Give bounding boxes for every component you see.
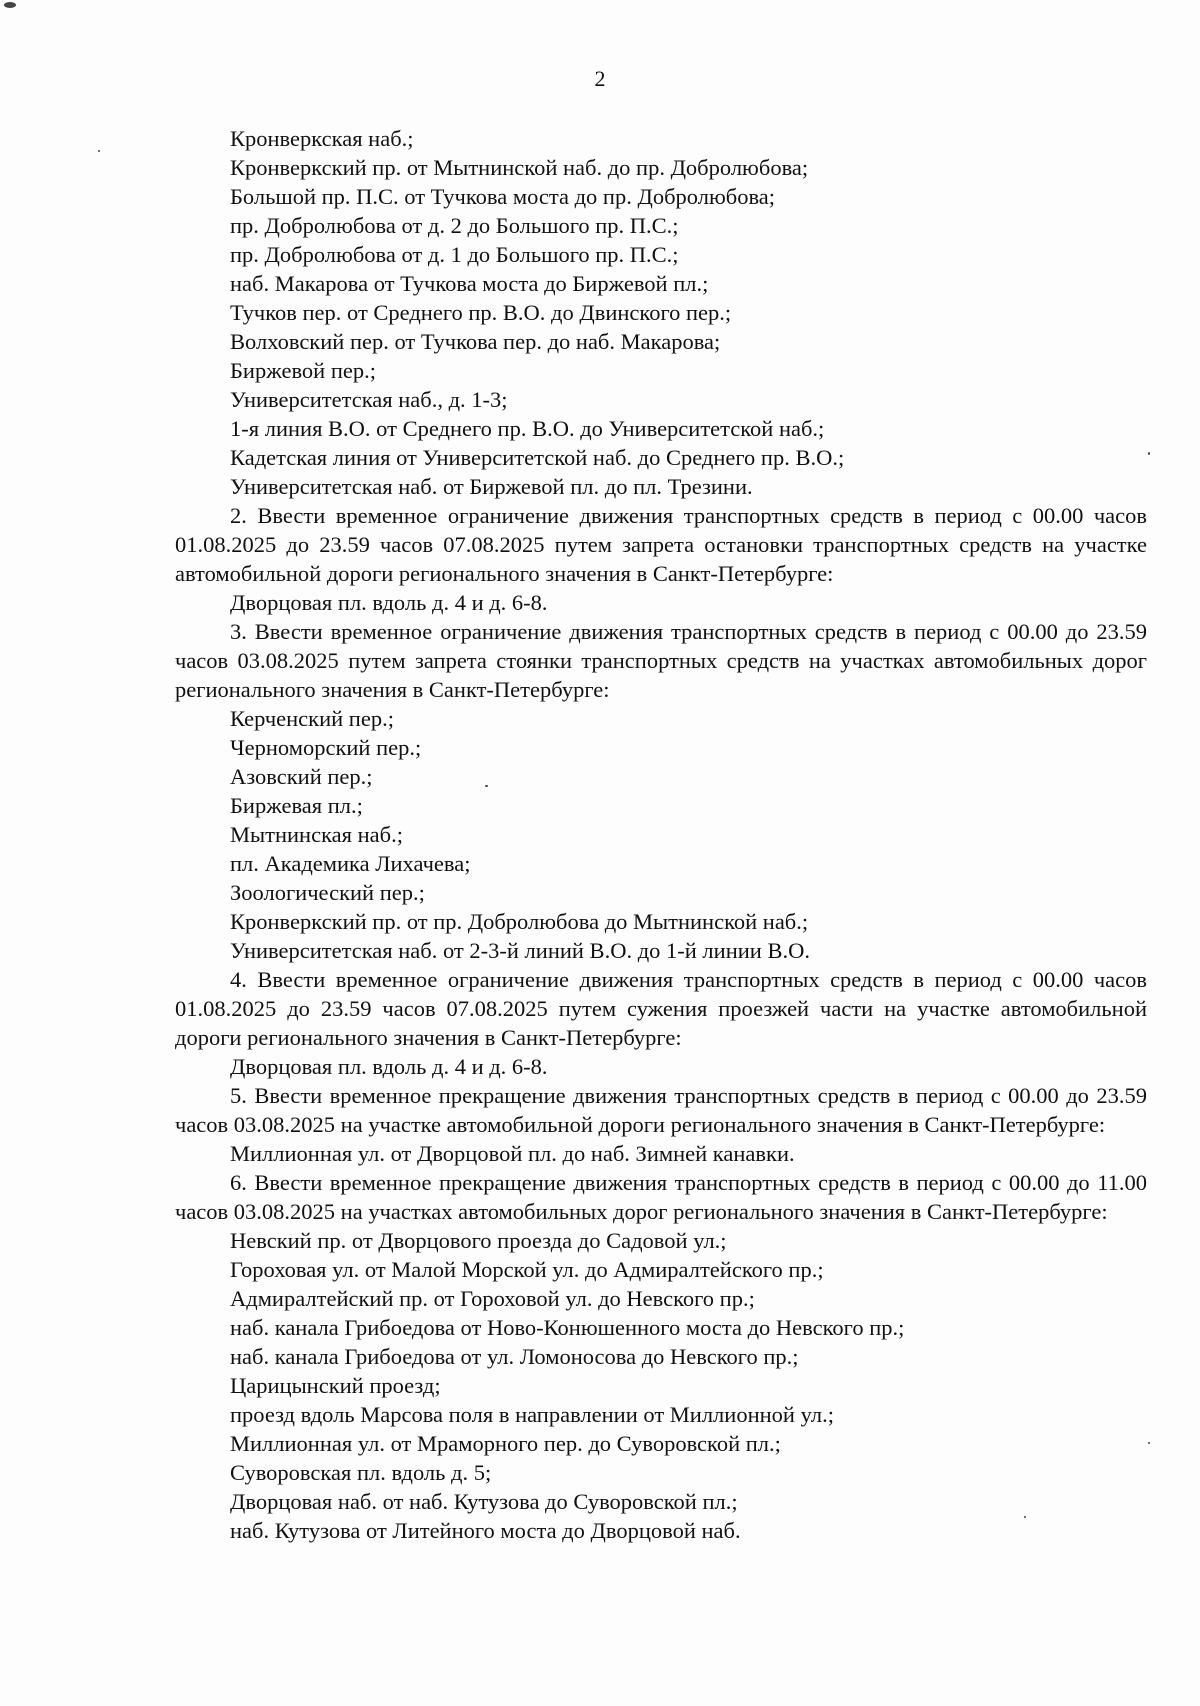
list-item: пр. Добролюбова от д. 1 до Большого пр. П.С.; [230, 242, 679, 267]
paragraph-4: 4. Ввести временное ограничение движения транспортных средств в период с 00.00 часов 01.08.2025 до 23.59 часов 07.08.2025 путем сужения проезжей части на участке автомобильной дороги регионального значения в Санкт-Петербурге: [175, 967, 1147, 1050]
list-item: Университетская наб. от 2-3-й линий В.О. до 1-й линии В.О. [230, 938, 810, 963]
list-item: Мытнинская наб.; [230, 822, 403, 847]
street-list-4 [175, 1052, 1147, 1081]
list-item: Гороховая ул. от Малой Морской ул. до Адмиралтейского пр.; [230, 1257, 824, 1282]
list-item: Суворовская пл. вдоль д. 5; [230, 1460, 492, 1485]
list-item: Кронверкский пр. от Мытнинской наб. до пр. Добролюбова; [230, 155, 809, 180]
list-item: пл. Академика Лихачева; [230, 851, 471, 876]
scan-speck [1148, 1442, 1150, 1444]
list-item: Кадетская линия от Университетской наб. до Среднего пр. В.О.; [230, 445, 845, 470]
list-item: 1-я линия В.О. от Среднего пр. В.О. до Университетской наб.; [230, 416, 825, 441]
paragraph-6: 6. Ввести временное прекращение движения транспортных средств в период с 00.00 до 11.00 часов 03.08.2025 на участках автомобильных дорог регионального значения в Санкт-Петербурге: [175, 1170, 1147, 1224]
list-item: Азовский пер.; [230, 764, 373, 789]
list-item: пр. Добролюбова от д. 2 до Большого пр. П.С.; [230, 213, 679, 238]
list-item: Университетская наб., д. 1-3; [230, 387, 508, 412]
list-item: Волховский пер. от Тучкова пер. до наб. Макарова; [230, 329, 721, 354]
list-item: Черноморский пер.; [230, 735, 422, 760]
list-item: Биржевой пер.; [230, 358, 376, 383]
list-item: Кронверкская наб.; [230, 126, 414, 151]
list-item: Зоологический пер.; [230, 880, 425, 905]
list-item: Биржевая пл.; [230, 793, 363, 818]
list-item: Царицынский проезд; [230, 1373, 441, 1398]
list-item: Дворцовая пл. вдоль д. 4 и д. 6-8. [230, 1054, 548, 1079]
list-item: Миллионная ул. от Мраморного пер. до Суворовской пл.; [230, 1431, 781, 1456]
list-item: Миллионная ул. от Дворцовой пл. до наб. Зимней канавки. [230, 1141, 795, 1166]
page-number: 2 [594, 66, 606, 91]
street-list-3 [175, 704, 1147, 965]
list-item: Керченский пер.; [230, 706, 394, 731]
list-item: Дворцовая пл. вдоль д. 4 и д. 6-8. [230, 590, 548, 615]
paragraph-2: 2. Ввести временное ограничение движения транспортных средств в период с 00.00 часов 01.08.2025 до 23.59 часов 07.08.2025 путем запрета остановки транспортных средств на участке автомобильной дороги регионального значения в Санкт-Петербурге: [175, 503, 1147, 586]
street-list-5 [175, 1139, 1147, 1168]
list-item: наб. Макарова от Тучкова моста до Биржевой пл.; [230, 271, 709, 296]
scan-speck [4, 2, 16, 8]
street-list-2 [175, 588, 1147, 617]
paragraph-3: 3. Ввести временное ограничение движения транспортных средств в период с 00.00 до 23.59 часов 03.08.2025 путем запрета стоянки транспортных средств на участках автомобильных дорог регионального значения в Санкт-Петербурге: [175, 619, 1147, 702]
paragraph-5: 5. Ввести временное прекращение движения транспортных средств в период с 00.00 до 23.59 часов 03.08.2025 на участке автомобильной дороги регионального значения в Санкт-Петербурге: [175, 1083, 1147, 1137]
list-item: Тучков пер. от Среднего пр. В.О. до Двинского пер.; [230, 300, 732, 325]
list-item: проезд вдоль Марсова поля в направлении от Миллионной ул.; [230, 1402, 834, 1427]
street-list-1 [175, 124, 1147, 501]
list-item: Большой пр. П.С. от Тучкова моста до пр. Добролюбова; [230, 184, 776, 209]
document-body [175, 124, 1147, 1545]
list-item: Адмиралтейский пр. от Гороховой ул. до Невского пр.; [230, 1286, 755, 1311]
list-item: наб. канала Грибоедова от Ново-Конюшенного моста до Невского пр.; [230, 1315, 905, 1340]
list-item: Невский пр. от Дворцового проезда до Садовой ул.; [230, 1228, 727, 1253]
list-item: Кронверкский пр. от пр. Добролюбова до Мытнинской наб.; [230, 909, 809, 934]
street-list-6 [175, 1226, 1147, 1545]
list-item: наб. канала Грибоедова от ул. Ломоносова до Невского пр.; [230, 1344, 799, 1369]
scan-speck [1148, 452, 1150, 455]
list-item: Университетская наб. от Биржевой пл. до пл. Трезини. [230, 474, 753, 499]
list-item: наб. Кутузова от Литейного моста до Дворцовой наб. [230, 1518, 741, 1543]
list-item: Дворцовая наб. от наб. Кутузова до Суворовской пл.; [230, 1489, 738, 1514]
scan-speck [98, 150, 100, 152]
